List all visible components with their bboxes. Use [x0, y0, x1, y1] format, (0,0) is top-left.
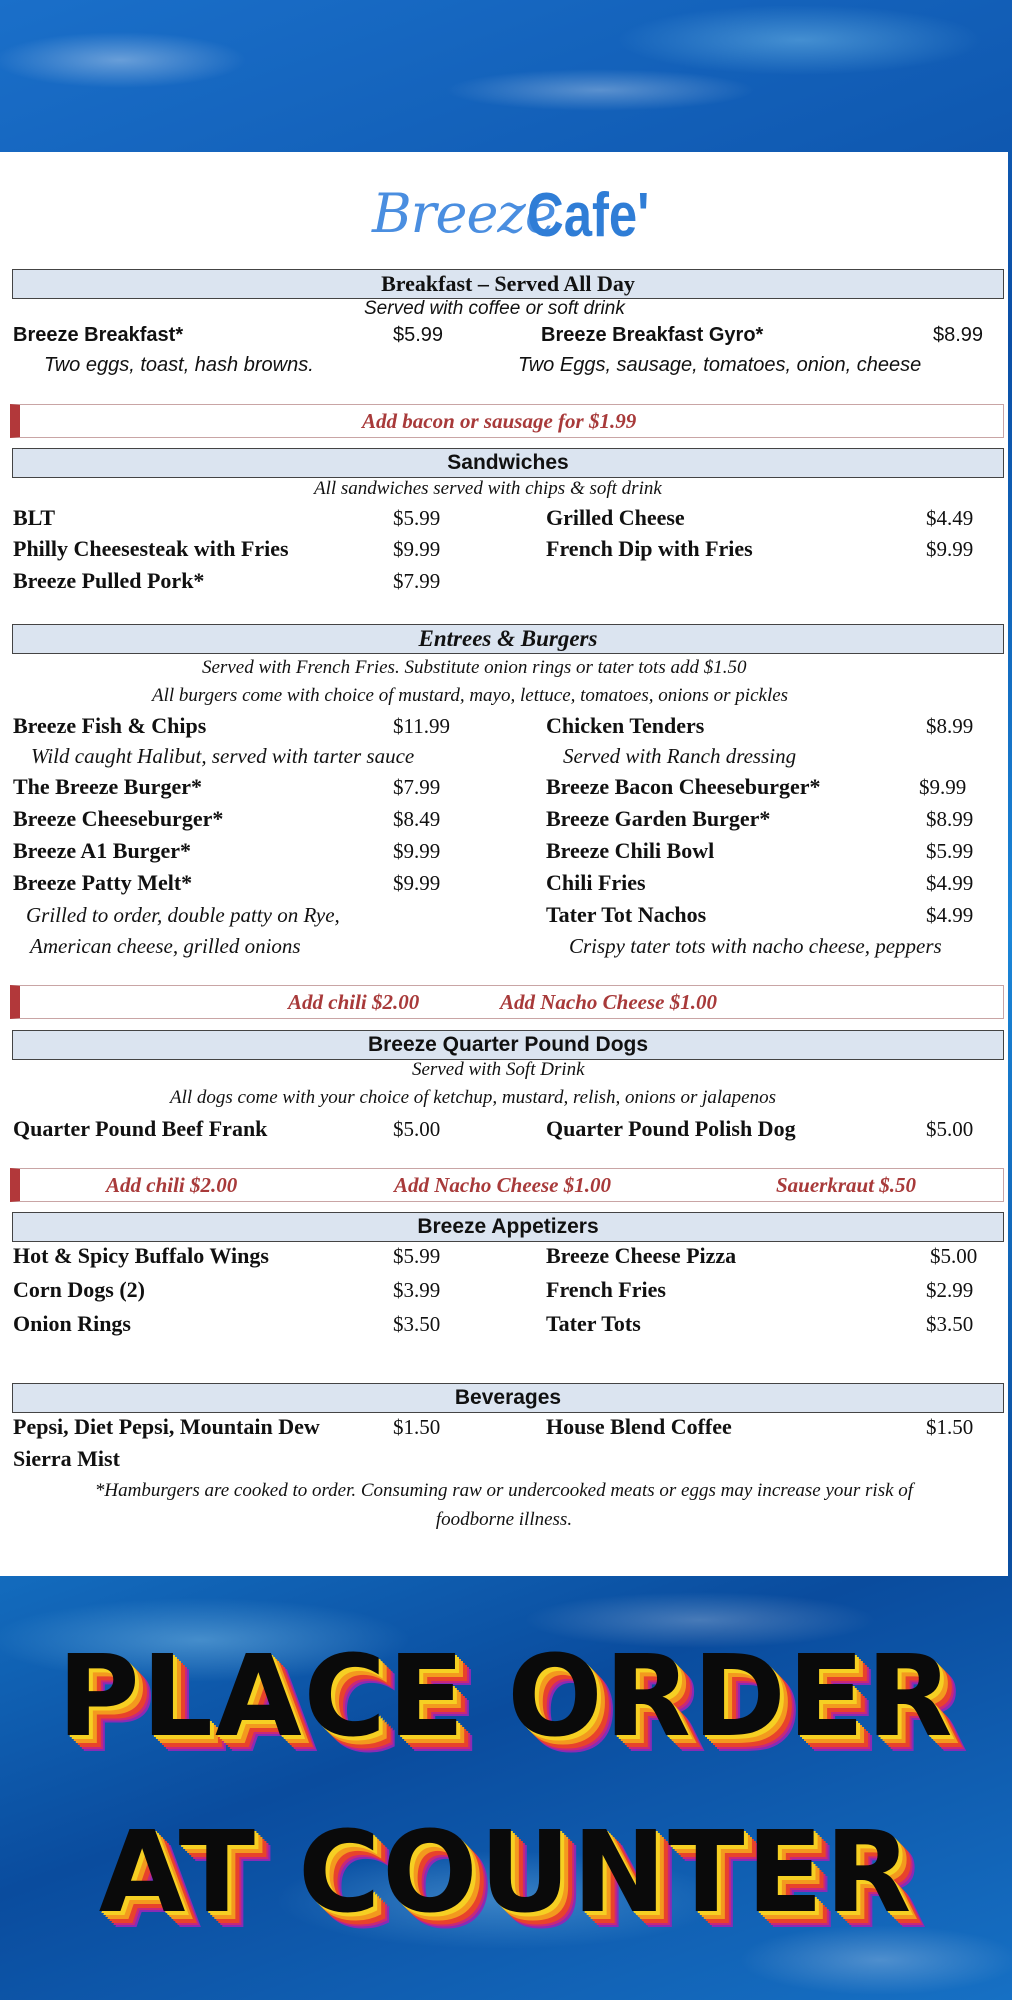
menu-item-price: $3.99	[393, 1278, 441, 1302]
menu-item-price: $4.49	[926, 506, 974, 530]
menu-item-price: $9.99	[393, 871, 441, 895]
menu-item-name: BLT	[13, 505, 56, 530]
menu-item-name: Grilled Cheese	[546, 505, 685, 530]
dogs-note-2: All dogs come with your choice of ketchup, mustard, relish, onions or jalapenos	[170, 1087, 776, 1108]
dogs-addon-bar	[10, 1168, 1004, 1202]
menu-item-price: $4.99	[926, 871, 974, 895]
menu-item-name: Breeze Cheese Pizza	[546, 1243, 737, 1268]
menu-item-name: Breeze Breakfast*	[13, 324, 184, 346]
menu-item-name: Chicken Tenders	[546, 713, 705, 738]
cta-line-2: AT COUNTER	[98, 1808, 914, 1938]
menu-item-name: Onion Rings	[13, 1311, 131, 1336]
breakfast-addon-bar	[10, 404, 1004, 438]
menu-item-price: $9.99	[393, 537, 441, 561]
menu-item-name: House Blend Coffee	[546, 1414, 732, 1439]
menu-item-price: $8.49	[393, 807, 441, 831]
breakfast-header: Breakfast – Served All Day	[12, 269, 1004, 299]
footnote-line-2: foodborne illness.	[435, 1509, 573, 1530]
menu-item-name: Hot & Spicy Buffalo Wings	[13, 1243, 269, 1268]
menu-item-name: The Breeze Burger*	[13, 774, 202, 799]
menu-item-price: $9.99	[926, 537, 974, 561]
menu-item-price: $8.99	[933, 324, 984, 346]
menu-item-name: Breeze Fish & Chips	[13, 713, 207, 738]
entrees-note-2: All burgers come with choice of mustard, mayo, lettuce, tomatoes, onions or pickles	[152, 685, 789, 706]
menu-card	[0, 152, 1008, 1576]
addon-text: Sauerkraut $.50	[776, 1173, 917, 1197]
menu-item-desc: Crispy tater tots with nacho cheese, peppers	[569, 934, 942, 958]
entrees-addon-bar	[10, 985, 1004, 1019]
menu-item-name: Quarter Pound Polish Dog	[546, 1116, 796, 1141]
menu-item-name: Breeze Cheeseburger*	[13, 806, 224, 831]
menu-item-price: $5.00	[393, 1117, 441, 1141]
menu-item-price: $9.99	[393, 839, 441, 863]
menu-item-name: French Fries	[546, 1277, 666, 1302]
menu-item-price: $9.99	[919, 775, 967, 799]
menu-item-price: $5.99	[393, 324, 444, 346]
addon-text: Add Nacho Cheese $1.00	[500, 990, 717, 1014]
menu-item-name: Breeze Chili Bowl	[546, 838, 715, 863]
menu-item-price: $8.99	[926, 714, 974, 738]
appetizers-header: Breeze Appetizers	[12, 1212, 1004, 1242]
addon-text: Add bacon or sausage for $1.99	[362, 409, 637, 433]
beverages-header: Beverages	[12, 1383, 1004, 1413]
menu-item-price: $8.99	[926, 807, 974, 831]
menu-item-price: $5.99	[393, 506, 441, 530]
entrees-note-1: Served with French Fries. Substitute onion rings or tater tots add $1.50	[202, 657, 747, 678]
menu-item-price: $11.99	[393, 714, 450, 738]
menu-item-price: $3.50	[926, 1312, 974, 1336]
menu-item-name: Breeze Garden Burger*	[546, 806, 771, 831]
dogs-header: Breeze Quarter Pound Dogs	[12, 1030, 1004, 1060]
menu-item-price: $5.99	[393, 1244, 441, 1268]
menu-item-name: Quarter Pound Beef Frank	[13, 1116, 268, 1141]
menu-item-name: Sierra Mist	[13, 1446, 120, 1471]
menu-item-price: $7.99	[393, 775, 441, 799]
menu-item-price: $4.99	[926, 903, 974, 927]
menu-item-name: Tater Tot Nachos	[546, 902, 707, 927]
menu-item-price: $2.99	[926, 1278, 974, 1302]
addon-text: Add chili $2.00	[106, 1173, 238, 1197]
menu-item-name: French Dip with Fries	[546, 536, 753, 561]
menu-item-name: Tater Tots	[546, 1311, 641, 1336]
menu-item-price: $7.99	[393, 569, 441, 593]
menu-item-name: Corn Dogs (2)	[13, 1277, 145, 1302]
menu-item-name: Breeze Patty Melt*	[13, 870, 193, 895]
logo-cafe: Cafe'	[527, 181, 650, 250]
menu-item-price: $1.50	[926, 1415, 974, 1439]
menu-item-desc: Grilled to order, double patty on Rye,	[26, 903, 340, 927]
entrees-header: Entrees & Burgers	[12, 624, 1004, 654]
sandwiches-note: All sandwiches served with chips & soft drink	[314, 478, 662, 499]
menu-item-desc: Two eggs, toast, hash browns.	[44, 354, 314, 376]
menu-item-price: $5.00	[930, 1244, 978, 1268]
addon-text: Add Nacho Cheese $1.00	[394, 1173, 611, 1197]
menu-item-price: $3.50	[393, 1312, 441, 1336]
menu-item-desc: Two Eggs, sausage, tomatoes, onion, cheese	[518, 354, 922, 376]
menu-item-name: Breeze A1 Burger*	[13, 838, 191, 863]
menu-item-name: Chili Fries	[546, 870, 646, 895]
menu-item-desc: Wild caught Halibut, served with tarter sauce	[31, 744, 415, 768]
menu-item-desc: American cheese, grilled onions	[30, 934, 301, 958]
cta-line-1: PLACE ORDER	[57, 1632, 955, 1762]
menu-item-desc: Served with Ranch dressing	[563, 744, 797, 768]
menu-item-name: Philly Cheesesteak with Fries	[13, 536, 289, 561]
menu-item-price: $5.99	[926, 839, 974, 863]
breakfast-note: Served with coffee or soft drink	[364, 298, 625, 319]
menu-item-price: $1.50	[393, 1415, 441, 1439]
addon-text: Add chili $2.00	[288, 990, 420, 1014]
sandwiches-header: Sandwiches	[12, 448, 1004, 478]
footnote-line-1: *Hamburgers are cooked to order. Consuming raw or undercooked meats or eggs may increase your risk of	[94, 1480, 914, 1501]
menu-item-name: Breeze Pulled Pork*	[13, 568, 205, 593]
menu-item-name: Breeze Breakfast Gyro*	[541, 324, 764, 346]
menu-item-price: $5.00	[926, 1117, 974, 1141]
dogs-note-1: Served with Soft Drink	[412, 1059, 585, 1080]
logo-breeze: Breeze	[372, 182, 556, 245]
menu-item-name: Breeze Bacon Cheeseburger*	[546, 774, 821, 799]
menu-item-name: Pepsi, Diet Pepsi, Mountain Dew	[13, 1414, 320, 1439]
